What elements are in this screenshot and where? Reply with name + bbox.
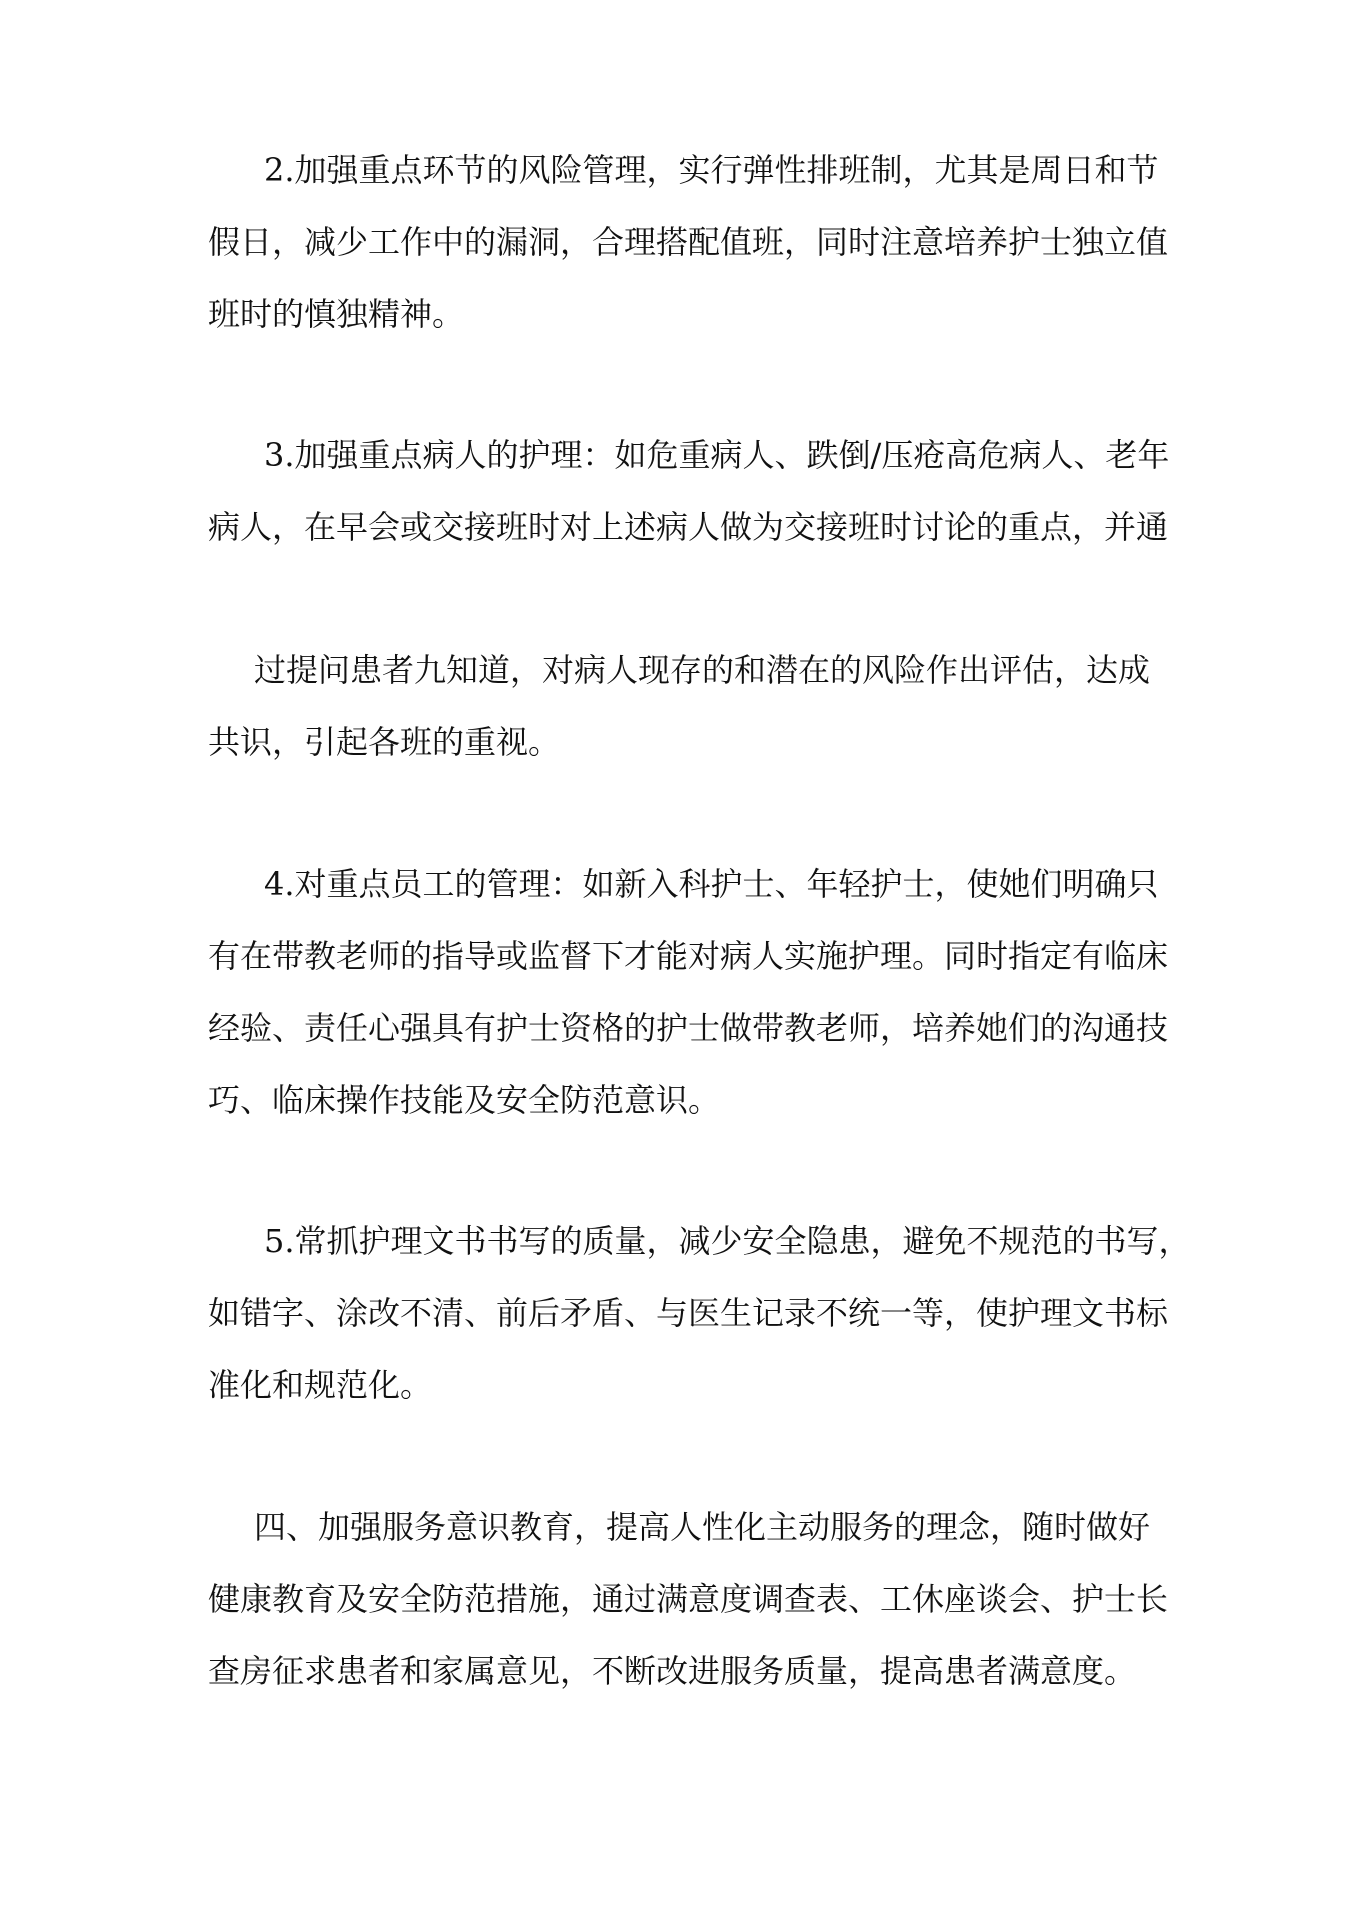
paragraph-1-line-3: 班时的慎独精神。: [208, 295, 465, 333]
paragraph-6-line-2: 健康教育及安全防范措施，通过满意度调查表、工休座谈会、护士长: [208, 1580, 1169, 1618]
paragraph-4-line-3: 经验、责任心强具有护士资格的护士做带教老师，培养她们的沟通技: [208, 1009, 1169, 1047]
paragraph-2-line-1: 3.加强重点病人的护理：如危重病人、跌倒/压疮高危病人、老年: [264, 436, 1170, 474]
paragraph-4-line-2: 有在带教老师的指导或监督下才能对病人实施护理。同时指定有临床: [208, 937, 1169, 975]
paragraph-5-line-1: 5.常抓护理文书书写的质量，减少安全隐患，避免不规范的书写，: [264, 1222, 1191, 1260]
paragraph-6-line-3: 查房征求患者和家属意见，不断改进服务质量，提高患者满意度。: [208, 1652, 1137, 1690]
paragraph-4-line-1: 4.对重点员工的管理：如新入科护士、年轻护士，使她们明确只: [264, 865, 1159, 903]
paragraph-5-line-3: 准化和规范化。: [208, 1366, 433, 1404]
paragraph-2-line-2: 病人，在早会或交接班时对上述病人做为交接班时讨论的重点，并通: [208, 508, 1169, 546]
paragraph-5-line-2: 如错字、涂改不清、前后矛盾、与医生记录不统一等，使护理文书标: [208, 1294, 1169, 1332]
paragraph-4-line-4: 巧、临床操作技能及安全防范意识。: [208, 1081, 721, 1119]
paragraph-1-line-1: 2.加强重点环节的风险管理，实行弹性排班制，尤其是周日和节: [264, 151, 1159, 189]
paragraph-3-line-2: 共识，引起各班的重视。: [208, 723, 561, 761]
paragraph-6-line-1: 四、加强服务意识教育，提高人性化主动服务的理念，随时做好: [254, 1508, 1151, 1546]
paragraph-3-line-1: 过提问患者九知道，对病人现存的和潜在的风险作出评估，达成: [254, 651, 1151, 689]
paragraph-1-line-2: 假日，减少工作中的漏洞，合理搭配值班，同时注意培养护士独立值: [208, 223, 1169, 261]
